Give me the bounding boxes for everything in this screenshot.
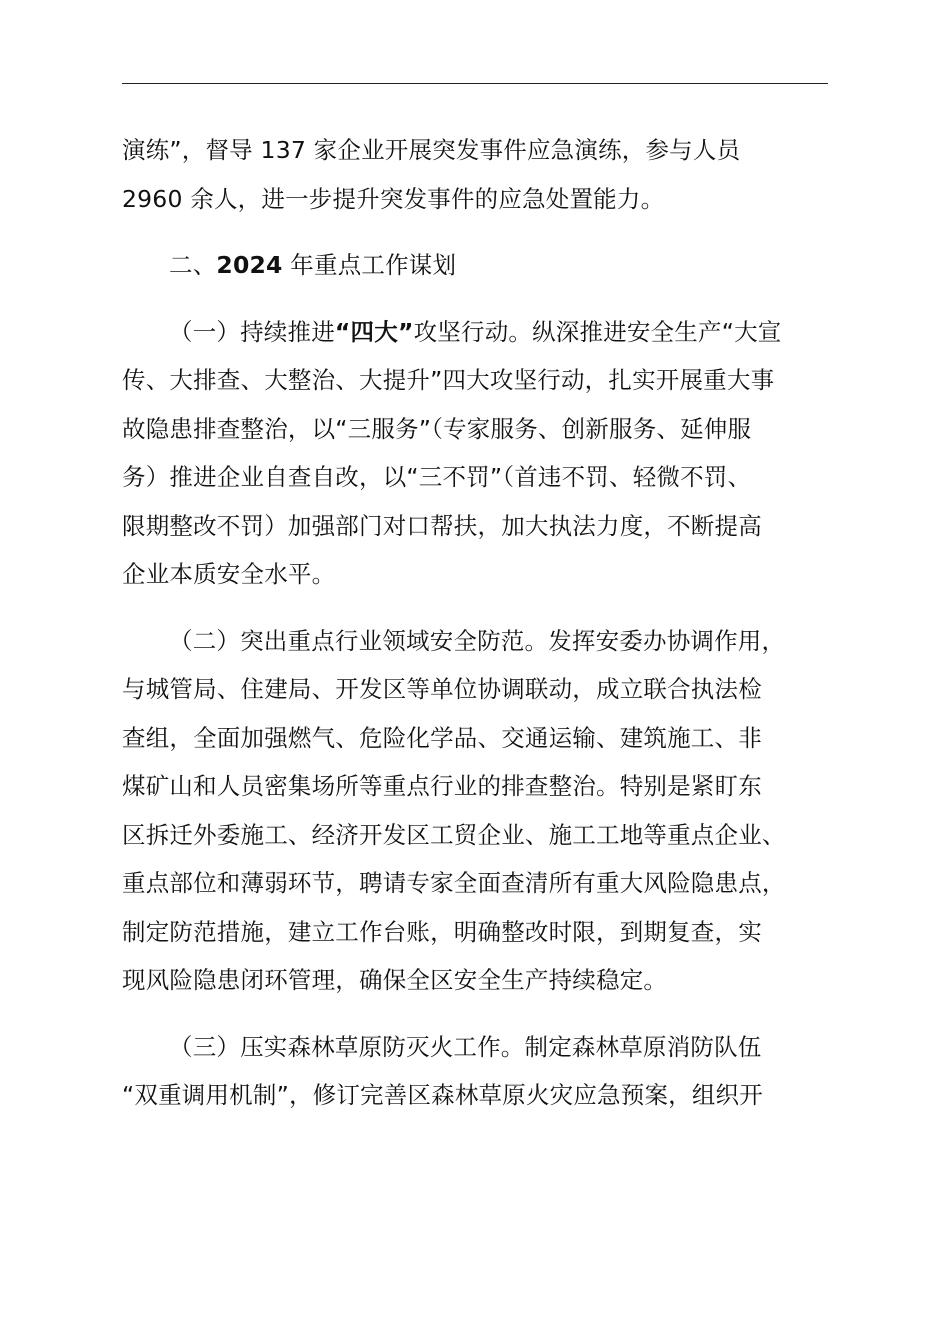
paragraph-two — [122, 617, 834, 1005]
section-heading — [122, 241, 834, 290]
heading-year: 2024 — [216, 251, 283, 279]
text-line: 查组，全面加强燃气、危险化学品、交通运输、建筑施工、非 — [122, 723, 762, 752]
text-line: 制定防范措施，建立工作台账，明确整改时限，到期复查，实 — [122, 917, 762, 946]
text-line: （三）压实森林草原防灭火工作。制定森林草原消防队伍 — [169, 1032, 762, 1061]
text-line: “双重调用机制”，修订完善区森林草原火灾应急预案，组织开 — [122, 1081, 763, 1109]
text-line: 2960 余人，进一步提升突发事件的应急处置能力。 — [122, 184, 665, 213]
text-line: 故隐患排查整治，以“三服务”（专家服务、创新服务、延伸服 — [122, 414, 752, 443]
paragraph-three — [122, 1023, 834, 1120]
text-line: 企业本质安全水平。 — [122, 560, 336, 588]
heading-prefix: 二、 — [169, 251, 217, 279]
text-line: 限期整改不罚）加强部门对口帮扶，加大执法力度，不断提高 — [122, 511, 762, 540]
header-rule — [122, 83, 828, 84]
p1-bold: “四大” — [334, 317, 414, 346]
text-line: 与城管局、住建局、开发区等单位协调联动，成立联合执法检 — [122, 675, 762, 703]
text-line: 传、大排查、大整治、大提升”四大攻坚行动，扎实开展重大事 — [122, 366, 775, 394]
text-line: 演练”，督导 137 家企业开展突发事件应急演练，参与人员 — [122, 136, 741, 164]
text-line: 现风险隐患闭环管理，确保全区安全生产持续稳定。 — [122, 966, 668, 994]
paragraph-continuation — [122, 126, 834, 223]
text-line — [122, 308, 834, 357]
paragraph-one — [122, 308, 834, 599]
text-line: 务）推进企业自查自改，以“三不罚”（首违不罚、轻微不罚、 — [122, 463, 752, 491]
text-line: 煤矿山和人员密集场所等重点行业的排查整治。特别是紧盯东 — [122, 772, 762, 800]
text-line: 重点部位和薄弱环节，聘请专家全面查清所有重大风险隐患点， — [122, 869, 786, 897]
p1-prefix: （一）持续推进 — [169, 317, 335, 346]
p1-suffix: 攻坚行动。纵深推进安全生产“大宣 — [413, 317, 782, 346]
text-line: （二）突出重点行业领域安全防范。发挥安委办协调作用， — [169, 626, 786, 655]
heading-suffix: 年重点工作谋划 — [282, 251, 457, 279]
text-line: 区拆迁外委施工、经济开发区工贸企业、施工工地等重点企业、 — [122, 820, 786, 849]
document-body — [122, 126, 834, 1120]
